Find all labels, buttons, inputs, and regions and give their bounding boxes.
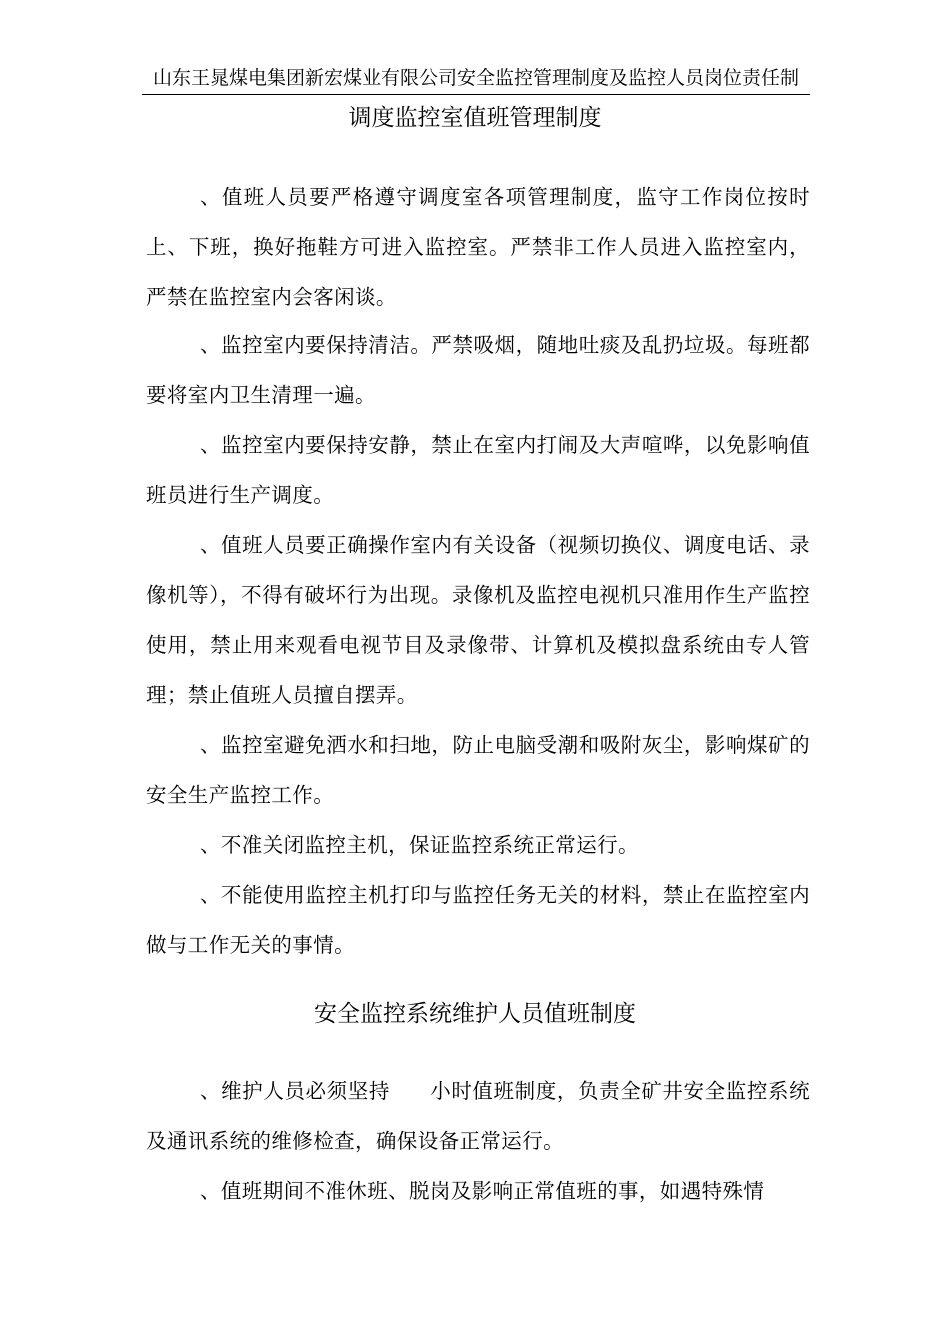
rule-paragraph-2: 、监控室内要保持清洁。严禁吸烟，随地吐痰及乱扔垃圾。每班都要将室内卫生清理一遍。 — [146, 333, 810, 407]
rule-paragraph-7: 、不能使用监控主机打印与监控任务无关的材料，禁止在监控室内做与工作无关的事情。 — [146, 883, 810, 957]
rule-paragraph-1: 、值班人员要严格遵守调度室各项管理制度，监守工作岗位按时上、下班，换好拖鞋方可进入监控室。严禁非工作人员进入监控室内，严禁在监控室内会客闲谈。 — [146, 185, 810, 309]
section-title-maintenance-duty: 安全监控系统维护人员值班制度 — [314, 1001, 636, 1027]
rule-paragraph-3: 、监控室内要保持安静，禁止在室内打闹及大声喧哗，以免影响值班员进行生产调度。 — [146, 433, 810, 507]
rule-paragraph-5: 、监控室避免洒水和扫地，防止电脑受潮和吸附灰尘，影响煤矿的安全生产监控工作。 — [146, 733, 810, 807]
maintenance-rule-1-start: 、维护人员必须坚持 — [200, 1079, 390, 1103]
maintenance-rule-paragraph-2: 、值班期间不准休班、脱岗及影响正常值班的事，如遇特殊情 — [200, 1179, 765, 1203]
rule-paragraph-6: 、不准关闭监控主机，保证监控系统正常运行。 — [200, 833, 639, 857]
section-title-dispatch-monitoring-room: 调度监控室值班管理制度 — [348, 105, 602, 131]
rule-paragraph-4: 、值班人员要正确操作室内有关设备（视频切换仪、调度电话、录像机等），不得有破坏行为出现。录像机及监控电视机只准用作生产监控使用，禁止用来观看电视节目及录像带、计算机及模拟盘系统由专人管理；禁止值班人员擅自摆弄。 — [146, 533, 810, 707]
maintenance-rule-1-end: 小时值班制度，负责全矿井安全监控系统及通讯系统的维修检查，确保设备正常运行。 — [146, 1079, 810, 1153]
maintenance-rule-paragraph-1 — [146, 1066, 810, 1166]
page-header: 山东王晁煤电集团新宏煤业有限公司安全监控管理制度及监控人员岗位责任制 — [142, 64, 810, 95]
